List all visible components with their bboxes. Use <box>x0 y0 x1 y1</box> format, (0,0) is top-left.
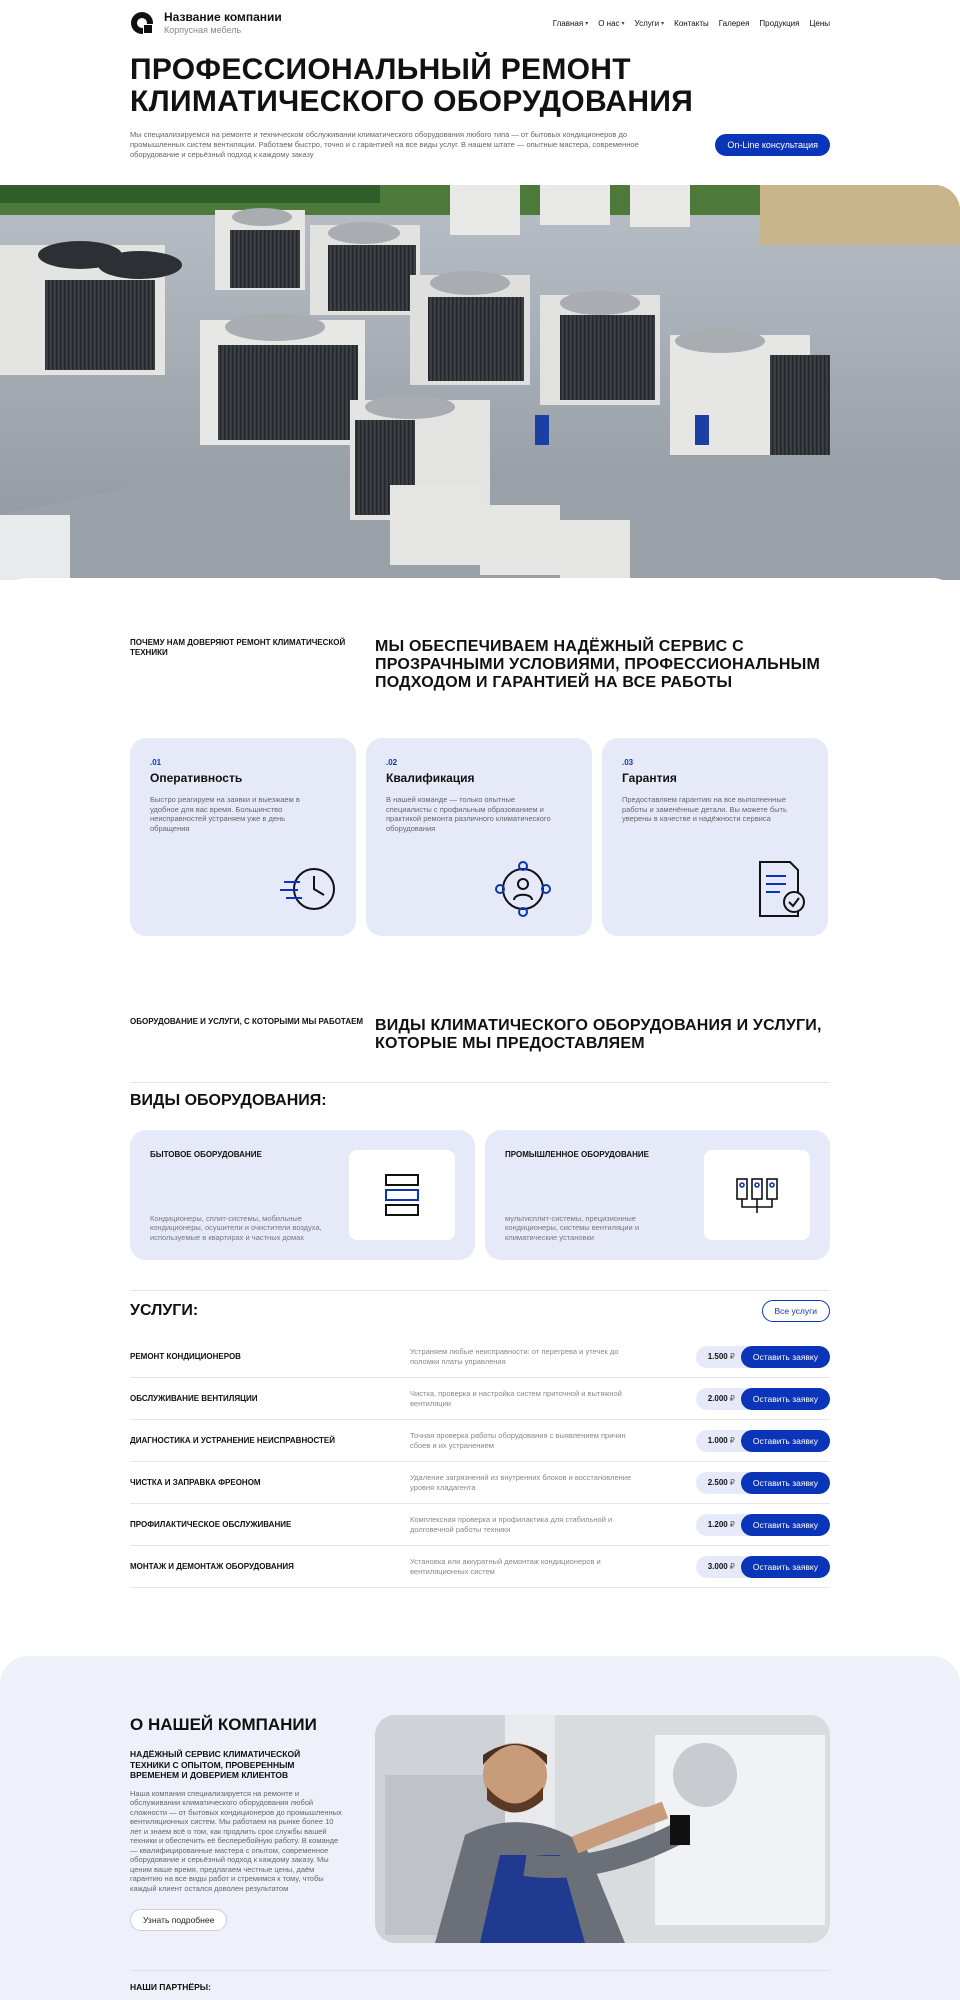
service-name: ПРОФИЛАКТИЧЕСКОЕ ОБСЛУЖИВАНИЕ <box>130 1520 292 1529</box>
service-description: Точная проверка работы оборудования с выявлением причин сбоев и их устранением <box>410 1431 626 1450</box>
card-text: Предоставляем гарантию на все выполненные работы и заменённые детали. Вы можете быть уверены в качестве и надёжности сервиса <box>622 795 787 823</box>
nav-item-label: Контакты <box>674 18 709 28</box>
services-list <box>130 1336 830 1588</box>
service-description: Установка или аккуратный демонтаж кондиционеров и вентиляционных систем <box>410 1557 601 1576</box>
currency-sign: ₽ <box>729 1562 735 1571</box>
equipment-services-title: ВИДЫ КЛИМАТИЧЕСКОГО ОБОРУДОВАНИЯ И УСЛУГИ, КОТОРЫЕ МЫ ПРЕДОСТАВЛЯЕМ <box>375 1017 822 1052</box>
specialist-network-icon <box>494 860 552 918</box>
service-description: Устраняем любые неисправности: от перегрева и утечек до поломки платы управления <box>410 1347 619 1366</box>
equipment-name: ПРОМЫШЛЕННОЕ ОБОРУДОВАНИЕ <box>505 1150 649 1159</box>
industrial-units-icon <box>704 1150 810 1240</box>
card-number: .01 <box>150 758 162 767</box>
price-value: 1.000 <box>707 1436 728 1445</box>
order-button[interactable]: Оставить заявку <box>741 1346 830 1368</box>
nav-item-label: Продукция <box>759 18 800 28</box>
brand-name: Название компании <box>164 10 282 24</box>
order-button[interactable]: Оставить заявку <box>741 1514 830 1536</box>
service-description: Удаление загрязнений из внутренних блоков и восстановление уровня хладагента <box>410 1473 632 1492</box>
why-cards <box>130 738 830 936</box>
nav-item-label: Главная <box>552 18 584 28</box>
card-title: Оперативность <box>150 771 243 785</box>
service-row <box>130 1546 830 1588</box>
nav-item-services[interactable] <box>635 19 665 28</box>
why-card-speed <box>130 738 356 936</box>
about-title: О НАШЕЙ КОМПАНИИ <box>130 1715 317 1734</box>
nav-item-label: Услуги <box>634 18 660 28</box>
divider <box>130 1290 830 1291</box>
household-unit-icon <box>349 1150 455 1240</box>
partners-title: НАШИ ПАРТНЁРЫ: <box>130 1982 211 1992</box>
why-card-guarantee <box>602 738 828 936</box>
service-name: ДИАГНОСТИКА И УСТРАНЕНИЕ НЕИСПРАВНОСТЕЙ <box>130 1436 336 1445</box>
chevron-down-icon: ▾ <box>661 20 665 27</box>
hero-description: Мы специализируемся на ремонте и техническом обслуживании климатического оборудования любого типа — от бытовых кондиционеров до промышленных систем вентиляции. Работаем быстро, точно и с гарантией на все виды услуг. В нашем штате — опытные мастера, современное оборудование и серьёзный подход к каждому заказу <box>130 130 639 159</box>
card-text: В нашей команде — только опытные специалисты с профильным образованием и практикой ремонта различного климатического оборудования <box>386 795 551 833</box>
service-row <box>130 1336 830 1378</box>
about-subtitle: НАДЁЖНЫЙ СЕРВИС КЛИМАТИЧЕСКОЙ ТЕХНИКИ С ОПЫТОМ, ПРОВЕРЕННЫМ ВРЕМЕНЕМ И ДОВЕРИЕМ КЛИЕНТОВ <box>130 1749 301 1780</box>
guarantee-document-icon <box>752 860 810 918</box>
service-name: ЧИСТКА И ЗАПРАВКА ФРЕОНОМ <box>130 1478 261 1487</box>
equipment-card-household[interactable] <box>130 1130 475 1260</box>
service-row <box>130 1420 830 1462</box>
company-logo-icon <box>130 11 154 35</box>
hero-title-line: КЛИМАТИЧЕСКОГО ОБОРУДОВАНИЯ <box>130 85 694 118</box>
order-button[interactable]: Оставить заявку <box>741 1556 830 1578</box>
online-consultation-button[interactable]: On-Line консультация <box>715 134 830 156</box>
currency-sign: ₽ <box>729 1520 735 1529</box>
brand-subtitle: Корпусная мебель <box>164 25 242 35</box>
card-title: Гарантия <box>622 771 677 785</box>
nav-item-contacts[interactable] <box>674 19 709 28</box>
equipment-cards <box>130 1130 830 1260</box>
services-section <box>130 1300 830 1588</box>
nav-item-label: Цены <box>809 18 830 28</box>
equipment-section <box>130 1092 830 1110</box>
service-name: ОБСЛУЖИВАНИЕ ВЕНТИЛЯЦИИ <box>130 1394 258 1403</box>
order-button[interactable]: Оставить заявку <box>741 1430 830 1452</box>
price-value: 3.000 <box>707 1562 728 1571</box>
why-card-qualification <box>366 738 592 936</box>
price-value: 1.200 <box>707 1520 728 1529</box>
card-text: Быстро реагируем на заявки и выезжаем в удобное для вас время. Большинство неисправностей устраняем уже в день обращения <box>150 795 300 833</box>
currency-sign: ₽ <box>729 1436 735 1445</box>
card-number: .03 <box>622 758 634 767</box>
partners-section <box>130 1982 830 1992</box>
service-description: Комплексная проверка и профилактика для стабильной и долговечной работы техники <box>410 1515 613 1534</box>
service-row <box>130 1378 830 1420</box>
equipment-description: мультисплит-системы, прецизионные кондиционеры, системы вентиляции и климатические установки <box>505 1213 640 1242</box>
services-title: УСЛУГИ: <box>130 1302 199 1319</box>
learn-more-button[interactable]: Узнать подробнее <box>130 1909 227 1931</box>
fast-clock-icon <box>280 860 338 918</box>
equipment-eyebrow: ОБОРУДОВАНИЕ И УСЛУГИ, С КОТОРЫМИ МЫ РАБОТАЕМ <box>130 1017 364 1026</box>
about-text: Наша компания специализируется на ремонте и обслуживании климатического оборудования любой сложности — от бытовых кондиционеров до промышленных вентиляционных систем. Мы работаем на рынке более 10 лет и знаем всё о том, как продлить срок службы вашей техники и обеспечить её бесперебойную работу. В команде — квалифицированные мастера с опытом, современное оборудование и серьёзный подход к каждому заказу. Мы ценим ваше время, предлагаем честные цены, даём гарантию на все виды работ и стремимся к тому, чтобы каждый клиент остался доволен результатом <box>130 1788 342 1893</box>
nav-item-gallery[interactable] <box>719 19 750 28</box>
hero-image-rooftop-ac-units <box>0 185 960 580</box>
card-title: Квалификация <box>386 771 475 785</box>
why-section <box>130 638 830 692</box>
service-name: РЕМОНТ КОНДИЦИОНЕРОВ <box>130 1352 241 1361</box>
divider <box>130 1082 830 1083</box>
currency-sign: ₽ <box>729 1478 735 1487</box>
price-value: 1.500 <box>707 1352 728 1361</box>
equipment-card-industrial[interactable] <box>485 1130 830 1260</box>
divider <box>130 1970 830 1971</box>
equipment-title: ВИДЫ ОБОРУДОВАНИЯ: <box>130 1092 327 1109</box>
site-header <box>130 0 830 160</box>
card-number: .02 <box>386 758 398 767</box>
service-row <box>130 1504 830 1546</box>
price-value: 2.000 <box>707 1394 728 1403</box>
service-row <box>130 1462 830 1504</box>
service-name: МОНТАЖ И ДЕМОНТАЖ ОБОРУДОВАНИЯ <box>130 1562 294 1571</box>
chevron-down-icon: ▾ <box>585 20 589 27</box>
nav-item-label: О нас <box>598 18 620 28</box>
nav-item-about[interactable] <box>598 19 624 28</box>
why-eyebrow: ПОЧЕМУ НАМ ДОВЕРЯЮТ РЕМОНТ КЛИМАТИЧЕСКОЙ ТЕХНИКИ <box>130 638 346 657</box>
nav-item-prices[interactable] <box>809 19 830 28</box>
price-value: 2.500 <box>707 1478 728 1487</box>
equipment-services-intro <box>130 1017 830 1053</box>
chevron-down-icon: ▾ <box>621 20 625 27</box>
equipment-name: БЫТОВОЕ ОБОРУДОВАНИЕ <box>150 1150 262 1159</box>
about-image-technician <box>375 1715 830 1943</box>
hero-title <box>130 54 830 118</box>
currency-sign: ₽ <box>729 1352 735 1361</box>
order-button[interactable]: Оставить заявку <box>741 1472 830 1494</box>
brand[interactable] <box>130 10 282 36</box>
nav-item-products[interactable] <box>759 19 799 28</box>
equipment-description: Кондиционеры, сплит-системы, мобильные кондиционеры, осушители и очистители воздуха, используемые в квартирах и частных домах <box>150 1213 322 1242</box>
hero-title-line: ПРОФЕССИОНАЛЬНЫЙ РЕМОНТ <box>130 53 631 86</box>
why-title: МЫ ОБЕСПЕЧИВАЕМ НАДЁЖНЫЙ СЕРВИС С ПРОЗРАЧНЫМИ УСЛОВИЯМИ, ПРОФЕССИОНАЛЬНЫМ ПОДХОДОМ И ГАРАНТИЕЙ НА ВСЕ РАБОТЫ <box>375 638 820 691</box>
service-description: Чистка, проверка и настройка систем приточной и вытяжной вентиляции <box>410 1389 622 1408</box>
nav-item-home[interactable] <box>553 19 588 28</box>
all-services-button[interactable]: Все услуги <box>762 1300 830 1322</box>
main-nav <box>553 19 830 28</box>
nav-item-label: Галерея <box>718 18 750 28</box>
currency-sign: ₽ <box>729 1394 735 1403</box>
order-button[interactable]: Оставить заявку <box>741 1388 830 1410</box>
